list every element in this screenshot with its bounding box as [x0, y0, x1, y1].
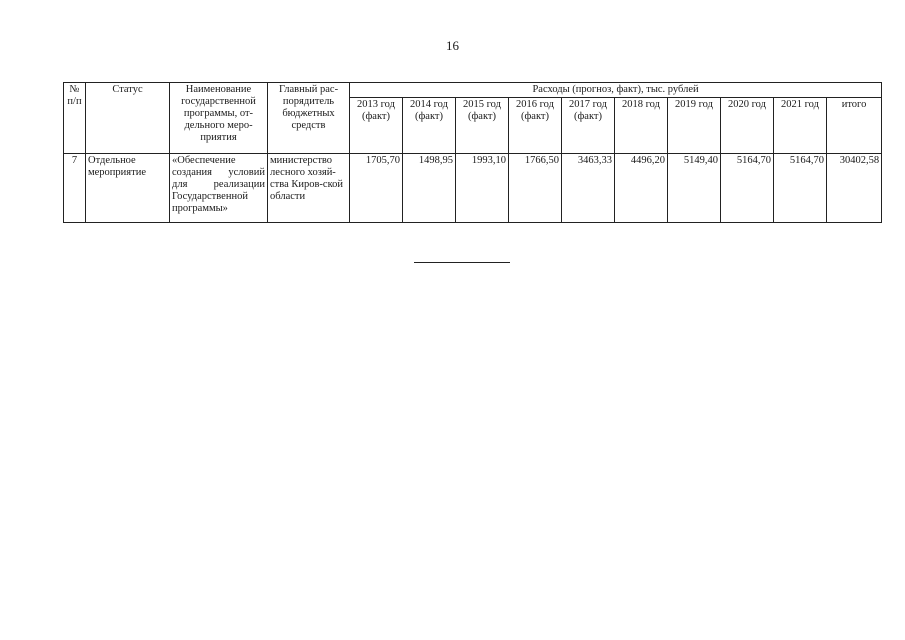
header-year: 2018 год — [615, 98, 668, 154]
header-year: 2016 год (факт) — [509, 98, 562, 154]
header-manager: Главный рас-порядитель бюджетных средств — [268, 83, 350, 154]
header-status: Статус — [86, 83, 170, 154]
row-value: 5164,70 — [774, 154, 827, 223]
header-year: 2019 год — [668, 98, 721, 154]
header-year: 2013 год (факт) — [350, 98, 403, 154]
header-num: № п/п — [64, 83, 86, 154]
table-row — [64, 154, 882, 223]
row-manager: министерство лесного хозяй-ства Киров-ской области — [268, 154, 350, 223]
row-value: 1993,10 — [456, 154, 509, 223]
row-value: 5164,70 — [721, 154, 774, 223]
row-value: 4496,20 — [615, 154, 668, 223]
row-name: «Обеспечение создания условий для реализации Государственной программы» — [170, 154, 268, 223]
header-year: 2020 год — [721, 98, 774, 154]
row-value: 1766,50 — [509, 154, 562, 223]
row-total: 30402,58 — [827, 154, 882, 223]
row-value: 3463,33 — [562, 154, 615, 223]
row-num: 7 — [64, 154, 86, 223]
header-year: 2015 год (факт) — [456, 98, 509, 154]
header-year: 2017 год (факт) — [562, 98, 615, 154]
header-expenses: Расходы (прогноз, факт), тыс. рублей — [350, 83, 882, 98]
header-total: итого — [827, 98, 882, 154]
row-value: 1705,70 — [350, 154, 403, 223]
header-year: 2021 год — [774, 98, 827, 154]
end-divider — [414, 262, 510, 263]
header-row — [64, 83, 882, 98]
header-year: 2014 год (факт) — [403, 98, 456, 154]
row-value: 5149,40 — [668, 154, 721, 223]
row-status: Отдельное мероприятие — [86, 154, 170, 223]
page-number: 16 — [446, 38, 459, 53]
row-value: 1498,95 — [403, 154, 456, 223]
expenses-table — [63, 82, 882, 223]
header-name: Наименование государственной программы, от-дельного меро-приятия — [170, 83, 268, 154]
